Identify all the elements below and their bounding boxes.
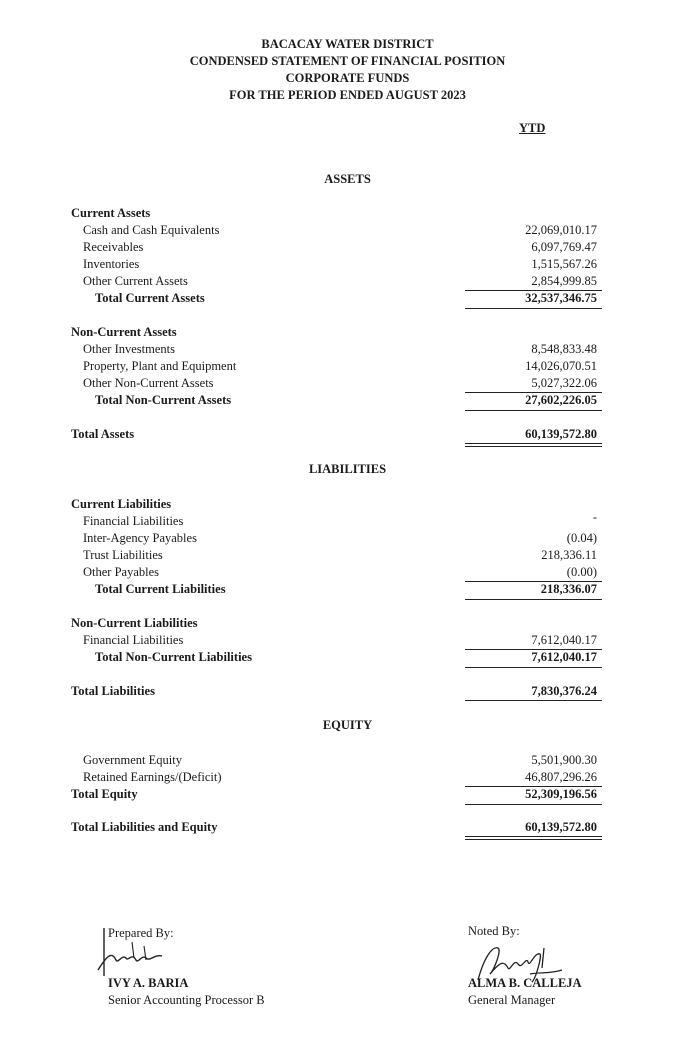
ytd-column-header: YTD [519, 121, 546, 135]
document-header [0, 36, 695, 104]
line-item-value: 5,027,322.06 [531, 376, 597, 390]
total-equity-label: Total Equity [71, 787, 138, 801]
total-assets-label: Total Assets [71, 427, 135, 441]
subtotal-underline [465, 599, 602, 600]
total-noncurrent-liabilities-value: 7,612,040.17 [531, 650, 597, 664]
prepared-by-name: IVY A. BARIA [108, 976, 189, 990]
line-item-label: Trust Liabilities [83, 548, 163, 562]
total-current-assets-value: 32,537,346.75 [525, 291, 597, 305]
line-item-value: 22,069,010.17 [525, 223, 597, 237]
line-item-label: Government Equity [83, 753, 182, 767]
subtotal-underline [465, 410, 602, 411]
fund-name: CORPORATE FUNDS [285, 71, 410, 85]
subtotal-underline [465, 667, 602, 668]
line-item-label: Financial Liabilities [83, 514, 184, 528]
current-liabilities-heading: Current Liabilities [71, 497, 172, 511]
line-item-value: 1,515,567.26 [531, 257, 597, 271]
total-equity-value: 52,309,196.56 [525, 787, 597, 801]
total-noncurrent-assets-label: Total Non-Current Assets [95, 393, 232, 407]
line-item-value: 46,807,296.26 [525, 770, 597, 784]
line-item-value: 5,501,900.30 [531, 753, 597, 767]
line-item-label: Other Payables [83, 565, 160, 579]
liabilities-section-title: LIABILITIES [308, 462, 387, 476]
total-liabilities-equity-label: Total Liabilities and Equity [71, 820, 218, 834]
total-assets-value: 60,139,572.80 [525, 427, 597, 441]
subtotal-underline [465, 308, 602, 309]
total-liabilities-value: 7,830,376.24 [531, 684, 597, 698]
noted-by-position: General Manager [468, 993, 556, 1007]
noted-by-name: ALMA B. CALLEJA [468, 976, 582, 990]
total-double-underline [465, 443, 602, 447]
line-item-value: 2,854,999.85 [531, 274, 597, 288]
equity-section-title: EQUITY [322, 718, 373, 732]
line-item-label: Receivables [83, 240, 144, 254]
prepared-by-caption: Prepared By: [108, 926, 174, 940]
line-item-value: - [592, 510, 597, 524]
statement-title: CONDENSED STATEMENT OF FINANCIAL POSITION [189, 54, 506, 68]
total-underline [465, 700, 602, 701]
total-noncurrent-liabilities-label: Total Non-Current Liabilities [95, 650, 252, 664]
line-item-label: Property, Plant and Equipment [83, 359, 237, 373]
total-current-liabilities-label: Total Current Liabilities [95, 582, 226, 596]
total-double-underline [465, 836, 602, 840]
line-item-value: 6,097,769.47 [531, 240, 597, 254]
assets-section-title: ASSETS [324, 172, 371, 186]
total-liabilities-label: Total Liabilities [71, 684, 155, 698]
line-item-value: 14,026,070.51 [525, 359, 597, 373]
total-current-liabilities-value: 218,336.07 [540, 582, 597, 596]
total-liabilities-equity-value: 60,139,572.80 [525, 820, 597, 834]
line-item-label: Inventories [83, 257, 140, 271]
noted-by-caption: Noted By: [468, 924, 520, 938]
line-item-label: Inter-Agency Payables [83, 531, 197, 545]
line-item-value: (0.00) [566, 565, 597, 579]
prepared-by-position: Senior Accounting Processor B [108, 993, 265, 1007]
line-item-label: Other Investments [83, 342, 175, 356]
line-item-value: 218,336.11 [541, 548, 597, 562]
noncurrent-liabilities-heading: Non-Current Liabilities [71, 616, 198, 630]
line-item-label: Other Current Assets [83, 274, 188, 288]
line-item-label: Financial Liabilities [83, 633, 184, 647]
line-item-label: Cash and Cash Equivalents [83, 223, 220, 237]
line-item-label: Other Non-Current Assets [83, 376, 214, 390]
total-noncurrent-assets-value: 27,602,226.05 [525, 393, 597, 407]
line-item-value: 8,548,833.48 [531, 342, 597, 356]
period-line: FOR THE PERIOD ENDED AUGUST 2023 [229, 88, 466, 102]
line-item-value: (0.04) [566, 531, 597, 545]
prepared-signature [92, 924, 172, 980]
subtotal-underline [465, 804, 602, 805]
agency-name: BACACAY WATER DISTRICT [261, 37, 434, 51]
total-current-assets-label: Total Current Assets [95, 291, 205, 305]
line-item-label: Retained Earnings/(Deficit) [83, 770, 222, 784]
current-assets-heading: Current Assets [71, 206, 151, 220]
line-item-value: 7,612,040.17 [531, 633, 597, 647]
noncurrent-assets-heading: Non-Current Assets [71, 325, 177, 339]
